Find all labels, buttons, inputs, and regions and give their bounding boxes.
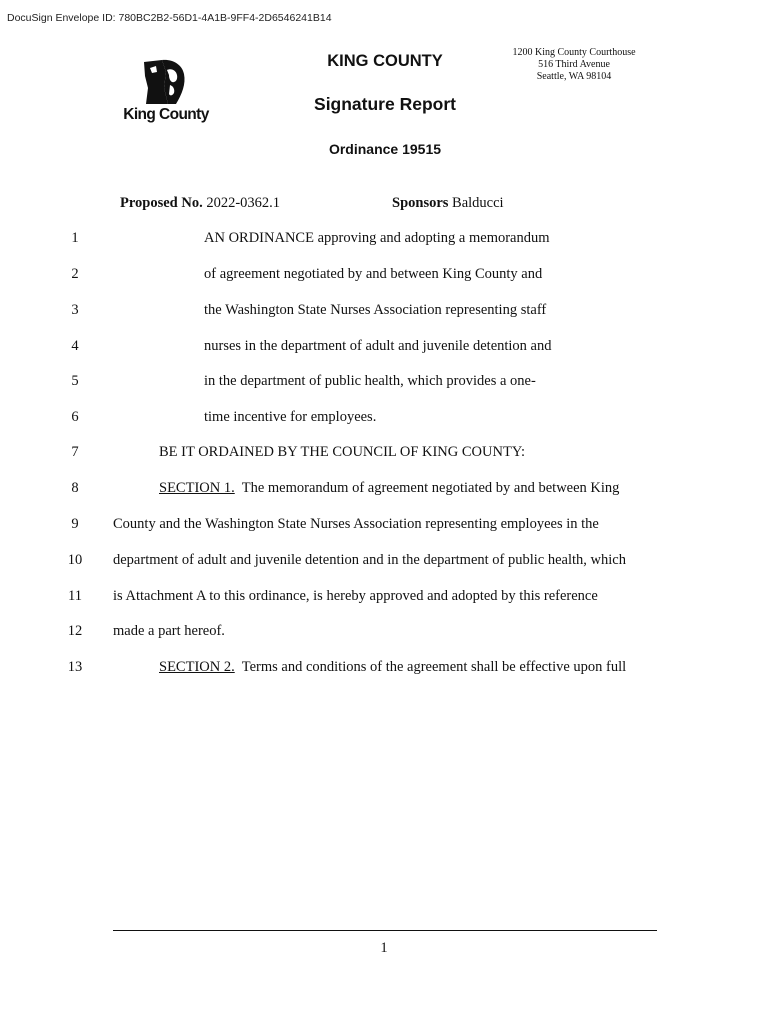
section-heading: SECTION 1. xyxy=(159,480,235,496)
line-number: 5 xyxy=(71,373,79,389)
line-number: 8 xyxy=(71,480,79,496)
address-line-3: Seattle, WA 98104 xyxy=(536,71,612,82)
ordinance-line: made a part hereof. xyxy=(113,623,225,639)
line-number: 7 xyxy=(71,444,79,460)
address-line-1: 1200 King County Courthouse xyxy=(512,47,636,58)
ordinance-line: County and the Washington State Nurses Association representing employees in the xyxy=(113,516,599,532)
ordinance-line: of agreement negotiated by and between King County and xyxy=(204,266,543,282)
line-number: 6 xyxy=(71,409,79,425)
ordinance-number: Ordinance 19515 xyxy=(328,141,442,157)
sponsors-value: Balducci xyxy=(452,195,504,211)
proposed-number xyxy=(120,195,280,212)
ordinance-line: in the department of public health, which provides a one- xyxy=(204,373,536,389)
section-text: The memorandum of agreement negotiated by and between King xyxy=(241,480,620,496)
proposed-label: Proposed No. xyxy=(120,195,203,211)
king-county-logo xyxy=(118,58,214,128)
line-number: 2 xyxy=(71,266,79,282)
page-number: 1 xyxy=(380,940,388,956)
line-number: 3 xyxy=(71,302,79,318)
ordinance-line: nurses in the department of adult and juvenile detention and xyxy=(204,338,552,354)
footer-divider xyxy=(113,930,657,931)
line-number: 9 xyxy=(71,516,79,532)
logo-text: King County xyxy=(123,106,209,123)
line-number: 11 xyxy=(68,588,82,604)
ordinance-line: department of adult and juvenile detention and in the department of public health, which xyxy=(113,552,626,568)
county-heading: KING COUNTY xyxy=(327,52,443,70)
ordinance-line xyxy=(159,659,626,676)
king-county-logo-icon xyxy=(142,58,188,106)
section-text: Terms and conditions of the agreement shall be effective upon full xyxy=(241,659,627,675)
enacting-clause: BE IT ORDAINED BY THE COUNCIL OF KING COUNTY: xyxy=(159,444,525,460)
docusign-envelope-id: DocuSign Envelope ID: 780BC2B2-56D1-4A1B-9FF4-2D6546241B14 xyxy=(7,12,332,24)
line-number: 1 xyxy=(71,230,79,246)
section-heading: SECTION 2. xyxy=(159,659,235,675)
ordinance-line: is Attachment A to this ordinance, is hereby approved and adopted by this reference xyxy=(113,588,598,604)
ordinance-line: the Washington State Nurses Association representing staff xyxy=(204,302,547,318)
ordinance-line: time incentive for employees. xyxy=(204,409,377,425)
line-number: 12 xyxy=(67,623,83,639)
line-number: 13 xyxy=(67,659,83,675)
line-number: 10 xyxy=(67,552,83,568)
proposed-value: 2022-0362.1 xyxy=(206,195,281,211)
ordinance-line: AN ORDINANCE approving and adopting a memorandum xyxy=(204,230,550,246)
line-number: 4 xyxy=(71,338,79,354)
sponsors-label: Sponsors xyxy=(392,195,449,211)
address-line-2: 516 Third Avenue xyxy=(538,59,610,70)
ordinance-line xyxy=(159,480,619,497)
sponsors xyxy=(392,195,504,212)
courthouse-address xyxy=(500,47,648,83)
report-title: Signature Report xyxy=(314,94,456,114)
